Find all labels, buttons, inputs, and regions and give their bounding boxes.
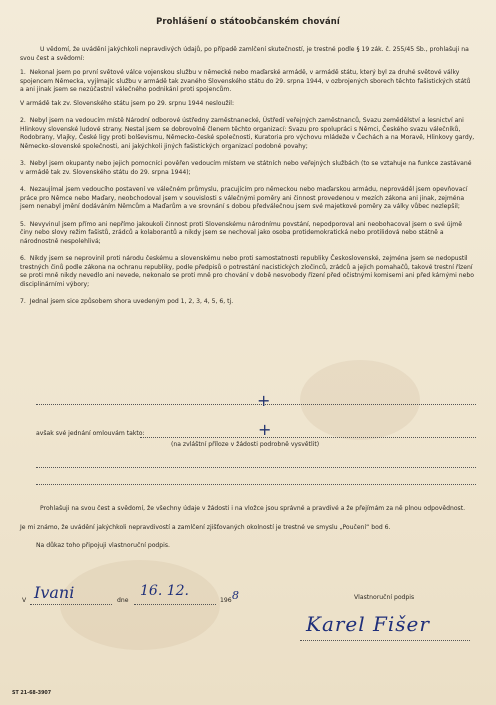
item-text: Nezaujímal jsem vedoucího postavení ve válečném průmyslu, pracujícím pro německou nebo maďarskou armádu, neprováděl jsem opevňovací práce pro Němce nebo Maďary, neobchodoval jsem v souvislosti s válečnými poměry ani činnost provedenou v mezích zákona ani jinak, zejména jsem nenabyl jmění dodáváním Němcům a Maďarům a ve srovnání s dobou předválečnou jsem své majetkové poměry za války vůbec nezlepšil;	[20, 186, 468, 210]
item-text: Nikdy jsem se neprovinil proti národu českému a slovenskému nebo proti samostatnosti republiky Československé, zejména jsem se nedopustil trestných činů podle zákona na ochranu republiky, podle předpisů o potrestání nacistických zločinců, zrádců a jejich pomahačů, takové trestní řízení se proti mně nikdy nevedlo ani nevede, nekonalo se proti mně pro chování v době nesvobody řízení před očistnými komisemi ani před kárnými nebo disciplinárními výbory;	[20, 255, 474, 288]
closing-section	[20, 505, 476, 551]
signature-label: Vlastnoruční podpis	[354, 594, 415, 601]
list-item	[20, 298, 476, 307]
list-item	[20, 69, 476, 108]
year-prefix: 196	[220, 597, 232, 604]
item-subtext: V armádě tak zv. Slovenského státu jsem po 29. srpnu 1944 nesloužil:	[20, 99, 235, 107]
item-number: 3.	[20, 160, 26, 167]
item-number: 7.	[20, 298, 26, 305]
item-text: Nebyl jsem okupanty nebo jejich pomocníci pověřen vedoucím místem ve státních nebo veřejných službách (to se vztahuje na funkce zastávané v armádě tak zv. Slovenského státu do 29. srpna 1944);	[20, 160, 472, 176]
fill-line	[36, 467, 476, 468]
declaration-body	[20, 46, 476, 316]
signature-line	[300, 640, 470, 641]
paper-stain	[60, 560, 220, 650]
date-line	[134, 604, 216, 605]
signature-value: Karel Fišer	[306, 612, 430, 636]
item-number: 1.	[20, 69, 26, 76]
list-item	[20, 186, 476, 212]
page-title: Prohlášení o státoobčanském chování	[156, 16, 340, 26]
year-suffix: 8	[232, 589, 239, 602]
declaration-paragraph: Prohlašuji na svou čest a svědomí, že všechny údaje v žádosti i na vložce jsou správné a pravdivé a že přejímám za ně plnou odpovědnost.	[40, 505, 466, 512]
item-number: 5.	[20, 220, 26, 228]
item-number: 2.	[20, 117, 26, 124]
item-text: Nekonal jsem po první světové válce vojenskou službu v německé nebo maďarské armádě, v armádě státu, který byl za druhé světové války spojencem Německa, vyjímajíc službu v armádě tak zvaného Slovenského státu do 29. srpna 1944, v ozbrojených sborech těchto fašistických států a ani jinak jsem se nezúčastnil válečného podnikání proti spojencům.	[20, 69, 471, 93]
item-text: Jednal jsem sice způsobem shora uvedeným pod 1, 2, 3, 4, 5, 6, tj.	[29, 298, 234, 305]
place-line	[30, 604, 112, 605]
fill-line	[140, 437, 476, 438]
cross-mark: +	[258, 420, 272, 439]
place-label: V	[22, 597, 27, 604]
paper-stain	[300, 360, 420, 440]
date-value: 16. 12.	[140, 583, 189, 599]
excuse-label: avšak své jednání omlouvám takto:	[36, 430, 145, 437]
list-item	[20, 117, 476, 151]
form-code: ST 21-68-3907	[12, 691, 52, 696]
excuse-note: (na zvláštní příloze v žádosti podrobně vysvětlit)	[171, 441, 320, 448]
intro-paragraph: U vědomí, že uvádění jakýchkoli nepravdivých údajů, po případě zamlčení skutečností, je trestné podle § 19 zák. č. 255/45 Sb., prohlašuji na svou čest a svědomí:	[20, 46, 469, 62]
list-item	[20, 255, 476, 289]
place-value: Ivani	[34, 583, 75, 602]
fill-line	[36, 484, 476, 485]
item-text: Nebyl jsem na vedoucím místě Národní odborové ústředny zaměstnanecké, Ústředí veřejných zaměstnanců, Svazu zemědělství a lesnictví ani Hlinkovy slovenské ludové strany. Nestal jsem se dobrovolně členem těchto organizací: Svazu pro spolupráci s Němci, Českého svazu válečníků, Rodobrany, Vlajky, České ligy proti bolševismu, Německo-české společnosti, Kuratoria pro výchovu mládeže v Čechách a na Moravě, Hlinkovy gardy, Německo-slovenské společnosti, ani jakýchkoli jiných fašistických organizací podobné povahy;	[20, 117, 475, 150]
known-paragraph: Je mi známo, že uvádění jakýchkoli nepravdivostí a zamlčení zjišťovaných okolností je trestné ve smyslu „Poučení“ bod 6.	[20, 523, 391, 531]
proof-paragraph: Na důkaz toho připojuji vlastnoruční podpis.	[36, 542, 170, 549]
list-item	[20, 160, 476, 177]
item-text: Nevyvinul jsem přímo ani nepřímo jakoukoli činnost proti Slovenskému národnímu povstání, nepodporoval ani neobohacoval jsem o své újmě činy nebo slovy režim fašistů, zrádců a kolaborantů a nikdy jsem se nechoval jako osoba protidemokratická nebo protilidová nebo státně a národnostně nespolehlivá;	[20, 220, 462, 245]
item-number: 4.	[20, 186, 26, 193]
date-label: dne	[117, 597, 129, 604]
fill-line	[36, 404, 476, 405]
item-number: 6.	[20, 255, 26, 262]
cross-mark: +	[257, 391, 271, 410]
list-item	[20, 221, 476, 247]
